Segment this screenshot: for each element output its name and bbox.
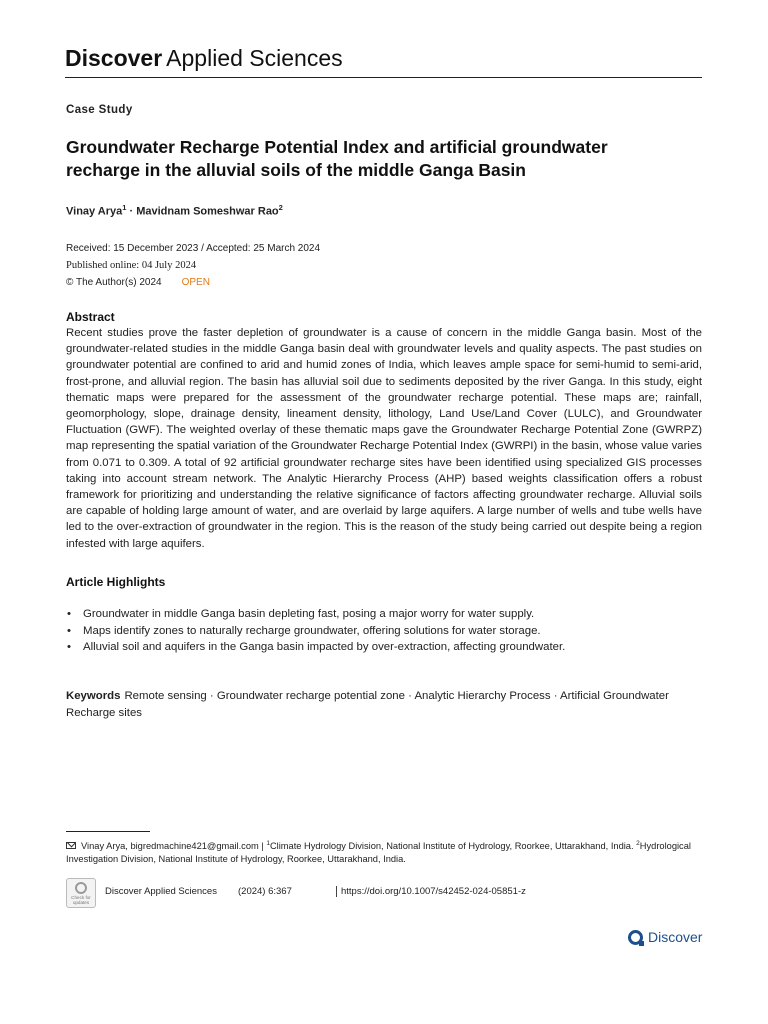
footer-volume: (2024) 6:367 <box>238 886 292 897</box>
publisher-logo-text: Discover <box>648 929 703 945</box>
envelope-icon <box>66 842 76 849</box>
corresponding-author-contact[interactable]: Vinay Arya, bigredmachine421@gmail.com | <box>81 841 267 852</box>
published-date: Published online: 04 July 2024 <box>66 260 197 271</box>
affiliation-text: Climate Hydrology Division, National Institute of Hydrology, Roorkee, Uttarakhand, India. <box>269 841 637 852</box>
affiliation-number: 2 <box>636 840 640 847</box>
doi-link[interactable]: https://doi.org/10.1007/s42452-024-05851-z <box>336 886 526 897</box>
journal-header <box>65 45 702 78</box>
keywords-text: Remote sensing · Groundwater recharge potential zone · Analytic Hierarchy Process · Artificial Groundwater Recharge sites <box>66 690 669 719</box>
check-for-updates-icon[interactable] <box>66 878 96 908</box>
highlights-heading: Article Highlights <box>66 575 166 589</box>
author-name: Vinay Arya <box>66 205 123 218</box>
author-separator: · <box>126 205 137 218</box>
abstract-text: Recent studies prove the faster depletion of groundwater is a cause of concern in the middle Ganga basin. Most of the groundwater-related studies in the middle Ganga basin deal with groundwater levels and quality aspects. The past studies on groundwater potential are confined to arid and humid zones of India, which leaves ample space for semi-humid to semi-arid, frost-prone, and alluvial region. The basin has alluvial soil due to sediments deposited by the river Ganga. In this study, eight thematic maps were prepared for the assessment of the groundwater recharge potential. These maps are; rainfall, geomorphology, slope, drainage density, lineament density, lithology, Land Use/Land Cover (LULC), and Groundwater Fluctuation (GWF). The weighted overlay of these thematic maps gave the Groundwater Recharge Potential Zone (GWRPZ) map representing the spatial variation of the Groundwater Recharge Potential Index (GWRPI) in the basin, whose value varies from 0.071 to 0.309. A total of 92 artificial groundwater recharge sites have been identified using specialized GIS processes taking into account stream network. The Analytic Hierarchy Process (AHP) based weights classification offers a robust framework for prioritizing and understanding the relative significance of factors affecting groundwater recharge. Alluvial soils are capable of holding large amount of water, and are overlaid by large aquifers. A large number of wells and tube wells have led to the over-extraction of groundwater in the region. This is the reason of the study being carried out despite being a region infested with large aquifers. <box>66 327 702 550</box>
publisher-logo <box>628 928 702 946</box>
highlight-text: Maps identify zones to naturally recharge groundwater, offering solutions for water storage. <box>83 624 541 637</box>
keywords-label: Keywords <box>66 690 121 702</box>
bullet-icon: • <box>67 608 71 620</box>
check-badge-label: Check for updates <box>71 895 91 905</box>
author-affiliation-mark: 1 <box>122 203 127 212</box>
footnote-divider <box>66 831 150 832</box>
open-access-badge: OPEN <box>181 277 210 288</box>
check-badge-ring <box>75 882 87 894</box>
bullet-icon: • <box>67 624 71 637</box>
footnote <box>66 837 702 866</box>
author-list <box>66 203 283 218</box>
author-name: Mavidnam Someshwar Rao <box>136 205 279 218</box>
affiliation-text: Hydrological Investigation Division, National Institute of Hydrology, Roorkee, Uttarakhand, India. <box>66 841 691 865</box>
highlights-list <box>66 606 706 656</box>
author-affiliation-mark: 2 <box>278 203 283 212</box>
publication-dates <box>66 240 320 291</box>
received-accepted-date: Received: 15 December 2023 / Accepted: 25 March 2024 <box>66 243 321 254</box>
keywords <box>66 688 706 721</box>
copyright-line <box>66 274 320 291</box>
highlight-text: Alluvial soil and aquifers in the Ganga basin impacted by over-extraction, affecting groundwater. <box>83 641 566 653</box>
footer-journal-name: Discover Applied Sciences <box>105 886 217 897</box>
article-type: Case Study <box>66 104 133 116</box>
highlight-item <box>66 606 706 623</box>
journal-name: Applied Sciences <box>166 45 343 71</box>
highlight-item <box>66 639 706 656</box>
article-title: Groundwater Recharge Potential Index and artificial groundwater recharge in the alluvial soils of the middle Ganga Basin <box>66 137 608 180</box>
highlight-text: Groundwater in middle Ganga basin depleting fast, posing a major worry for water supply. <box>83 608 535 620</box>
journal-brand: Discover <box>65 45 163 71</box>
bullet-icon: • <box>67 641 71 653</box>
abstract-heading: Abstract <box>66 310 115 324</box>
copyright-text: © The Author(s) 2024 <box>66 277 162 288</box>
highlight-item <box>66 623 706 640</box>
discover-logo-icon <box>628 930 643 945</box>
affiliation-number: 1 <box>266 840 270 847</box>
